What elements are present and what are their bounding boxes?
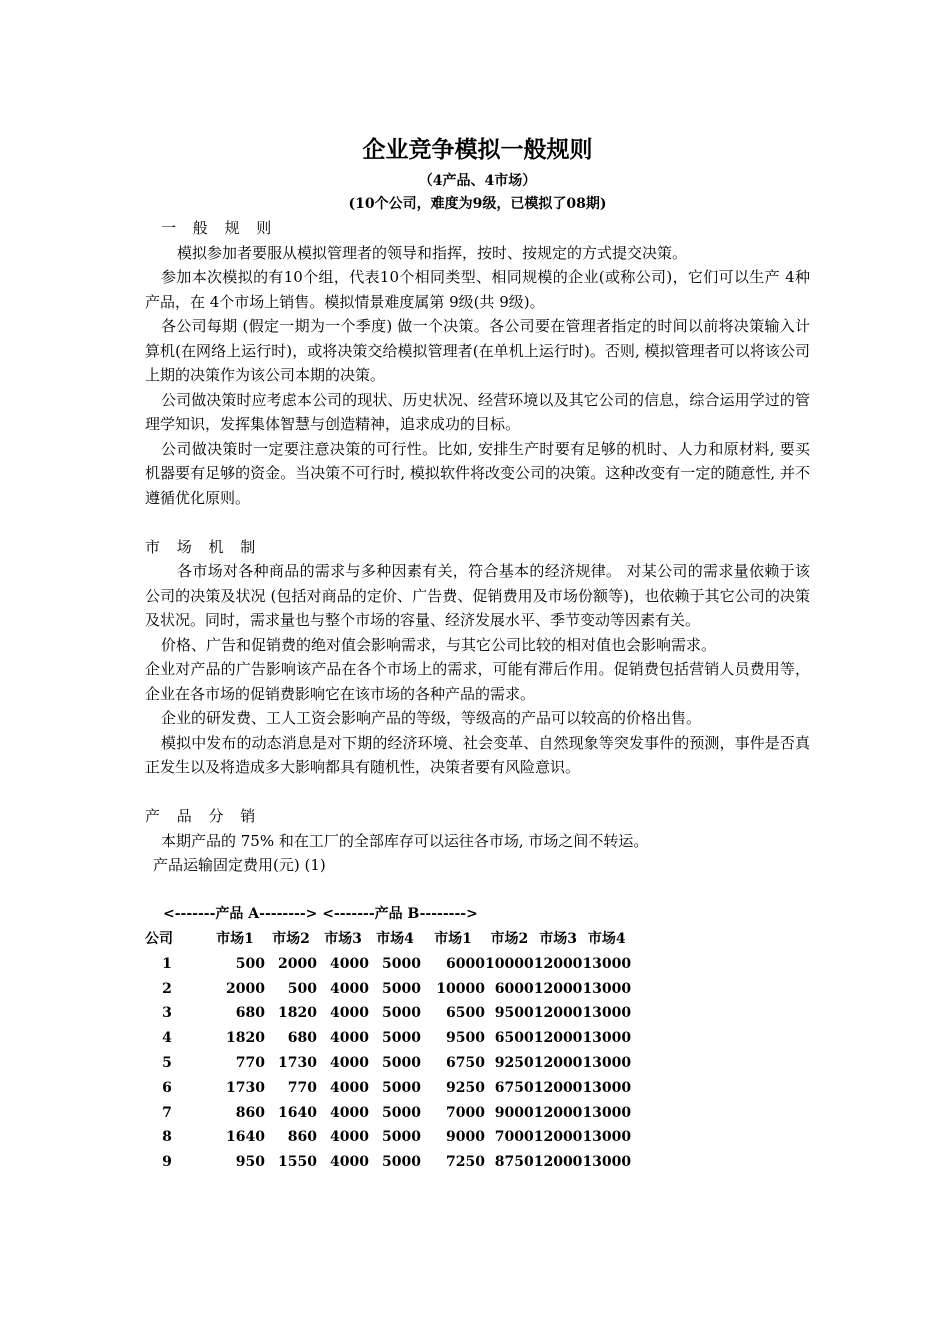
fee-cell: 4000 <box>330 1079 369 1096</box>
paragraph: 公司做决策时一定要注意决策的可行性。比如, 安排生产时要有足够的机时、人力和原材料, 要买机器要有足够的资金。当决策不可行时, 模拟软件将改变公司的决策。这种改变有一定的随意性, 并不遵循优化原则。 <box>145 439 810 507</box>
fee-cell: 4000 <box>330 1005 369 1022</box>
fee-cell: 6750 <box>494 1079 534 1096</box>
fee-cell: 5000 <box>382 1104 421 1121</box>
fee-cell: 13000 <box>582 1054 632 1071</box>
table-row <box>145 1076 631 1101</box>
table-row <box>145 1125 631 1150</box>
fee-cell: 9000 <box>494 1104 534 1121</box>
fee-cell: 500 <box>235 955 265 972</box>
fee-cell: 9250 <box>446 1079 485 1096</box>
paragraph: 模拟中发布的动态消息是对下期的经济环境、社会变革、自然现象等突发事件的预测，事件是否真正发生以及将造成多大影响都具有随机性，决策者要有风险意识。 <box>145 733 810 776</box>
column-header: 市场4 <box>587 931 626 947</box>
paragraph: 各市场对各种商品的需求与多种因素有关，符合基本的经济规律。 对某公司的需求量依赖于该公司的决策及状况 (包括对商品的定价、广告费、促销费用及市场份额等)，也依赖于其它公司的决策及状况。同时，需求量也与整个市场的容量、经济发展水平、季节变动等因素有关。 <box>145 562 810 629</box>
transport-fee-table <box>145 927 631 1175</box>
fee-cell: 4000 <box>330 1030 369 1047</box>
company-cell: 6 <box>162 1079 172 1096</box>
fee-cell: 7000 <box>494 1129 534 1146</box>
paragraph: 各公司每期 (假定一期为一个季度) 做一个决策。各公司要在管理者指定的时间以前将决策输入计算机(在网络上运行时)，或将决策交给模拟管理者(在单机上运行时)。否则, 模拟管理者可以将该公司上期的决策作为该公司本期的决策。 <box>145 317 810 384</box>
fee-cell: 860 <box>287 1129 317 1146</box>
fee-cell: 6750 <box>446 1054 485 1071</box>
document-page <box>145 130 810 1175</box>
fee-cell: 12000 <box>533 1154 583 1171</box>
paragraph: 模拟参加者要服从模拟管理者的领导和指挥，按时、按规定的方式提交决策。 <box>177 243 688 262</box>
fee-cell: 5000 <box>382 1129 421 1146</box>
column-header: 公司 <box>145 931 173 947</box>
table-caption: 产品运输固定费用(元) (1) <box>153 856 326 874</box>
fee-cell: 13000 <box>582 980 632 997</box>
fee-cell: 950 <box>235 1154 265 1171</box>
company-cell: 1 <box>162 955 172 972</box>
fee-cell: 9250 <box>494 1054 534 1071</box>
fee-cell: 6000 <box>446 955 485 972</box>
document-subtitle-simulation: (10个公司，难度为9级，已模拟了08期) <box>348 196 607 212</box>
table-row <box>145 1001 631 1026</box>
fee-cell: 1640 <box>226 1129 265 1146</box>
fee-cell: 5000 <box>382 1079 421 1096</box>
fee-cell: 5000 <box>382 1030 421 1047</box>
paragraph: 企业的研发费、工人工资会影响产品的等级，等级高的产品可以较高的价格出售。 <box>161 709 702 727</box>
column-header: 市场2 <box>490 931 529 947</box>
column-header: 市场2 <box>272 931 310 947</box>
table-row <box>145 977 631 1002</box>
paragraph: 企业对产品的广告影响该产品在各个市场上的需求，可能有滞后作用。促销费包括营销人员费用等，企业在各市场的促销费影响它在该市场的各种产品的需求。 <box>145 660 810 703</box>
fee-cell: 4000 <box>330 955 369 972</box>
table-row <box>145 1026 631 1051</box>
fee-cell: 2000 <box>226 980 265 997</box>
fee-cell: 8750 <box>494 1154 534 1171</box>
fee-cell: 6000 <box>494 980 534 997</box>
document-subtitle-products: （4产品、4市场） <box>418 173 537 189</box>
fee-cell: 12000 <box>533 1005 583 1022</box>
fee-cell: 10000 <box>485 955 534 972</box>
fee-cell: 6500 <box>446 1005 485 1022</box>
fee-cell: 4000 <box>330 1154 369 1171</box>
column-header: 市场1 <box>434 931 472 947</box>
fee-cell: 13000 <box>582 1005 632 1022</box>
column-header: 市场3 <box>539 931 577 947</box>
fee-cell: 12000 <box>533 955 583 972</box>
fee-cell: 13000 <box>582 1129 632 1146</box>
paragraph: 公司做决策时应考虑本公司的现状、历史状况、经营环境以及其它公司的信息，综合运用学过的管理学知识，发挥集体智慧与创造精神，追求成功的目标。 <box>145 390 810 433</box>
fee-cell: 860 <box>235 1104 265 1121</box>
table-row <box>145 1150 631 1175</box>
fee-cell: 12000 <box>533 1104 583 1121</box>
fee-cell: 5000 <box>382 980 421 997</box>
fee-cell: 500 <box>287 980 317 997</box>
company-cell: 3 <box>162 1005 172 1022</box>
table-row <box>145 952 631 977</box>
table-group-header: <-------产品 A--------> <-------产品 B--------> <box>163 906 478 922</box>
fee-cell: 9000 <box>446 1129 485 1146</box>
fee-cell: 1820 <box>226 1030 265 1047</box>
fee-cell: 1730 <box>278 1054 317 1071</box>
fee-cell: 6500 <box>494 1030 534 1047</box>
fee-cell: 13000 <box>582 1079 632 1096</box>
fee-cell: 13000 <box>582 1154 632 1171</box>
company-cell: 5 <box>162 1054 172 1071</box>
fee-cell: 13000 <box>582 1030 632 1047</box>
fee-cell: 12000 <box>533 1030 583 1047</box>
fee-cell: 7250 <box>446 1154 485 1171</box>
column-header: 市场1 <box>216 931 254 947</box>
fee-cell: 12000 <box>533 1054 583 1071</box>
column-header: 市场3 <box>324 931 362 947</box>
fee-cell: 770 <box>235 1054 265 1071</box>
paragraph: 本期产品的 75% 和在工厂的全部库存可以运往各市场, 市场之间不转运。 <box>161 831 649 850</box>
table-header-row <box>145 927 631 952</box>
section-heading-general-rules: 一 般 规 则 <box>161 219 278 237</box>
table-row <box>145 1101 631 1126</box>
fee-cell: 2000 <box>278 955 317 972</box>
fee-cell: 1640 <box>278 1104 317 1121</box>
fee-cell: 4000 <box>330 980 369 997</box>
fee-cell: 4000 <box>330 1054 369 1071</box>
company-cell: 2 <box>162 980 172 997</box>
company-cell: 4 <box>162 1030 172 1047</box>
paragraph: 参加本次模拟的有10个组，代表10个相同类型、相同规模的企业(或称公司)，它们可以生产 4种产品，在 4个市场上销售。模拟情景难度属第 9级(共 9级)。 <box>145 268 810 311</box>
fee-cell: 10000 <box>436 980 485 997</box>
section-heading-market-mechanism: 市 场 机 制 <box>145 537 262 556</box>
fee-cell: 13000 <box>582 1104 632 1121</box>
company-cell: 8 <box>162 1129 172 1146</box>
fee-cell: 680 <box>287 1030 317 1047</box>
fee-cell: 7000 <box>446 1104 485 1121</box>
fee-cell: 4000 <box>330 1104 369 1121</box>
fee-cell: 1820 <box>278 1005 317 1022</box>
fee-cell: 9500 <box>494 1005 534 1022</box>
fee-cell: 5000 <box>382 1154 421 1171</box>
column-header: 市场4 <box>376 931 414 947</box>
fee-cell: 680 <box>235 1005 265 1022</box>
fee-cell: 5000 <box>382 955 421 972</box>
fee-cell: 12000 <box>533 980 583 997</box>
fee-cell: 770 <box>287 1079 317 1096</box>
fee-cell: 1550 <box>278 1154 317 1171</box>
fee-cell: 9500 <box>446 1030 485 1047</box>
fee-cell: 12000 <box>533 1079 583 1096</box>
section-heading-product-distribution: 产 品 分 销 <box>145 807 262 825</box>
company-cell: 7 <box>162 1104 172 1121</box>
fee-cell: 5000 <box>382 1005 421 1022</box>
document-title: 企业竞争模拟一般规则 <box>362 136 593 163</box>
fee-cell: 5000 <box>382 1054 421 1071</box>
company-cell: 9 <box>162 1154 172 1171</box>
table-row <box>145 1051 631 1076</box>
fee-cell: 1730 <box>226 1079 265 1096</box>
paragraph: 价格、广告和促销费的绝对值会影响需求，与其它公司比较的相对值也会影响需求。 <box>161 635 717 654</box>
fee-cell: 12000 <box>533 1129 583 1146</box>
fee-cell: 4000 <box>330 1129 369 1146</box>
fee-cell: 13000 <box>582 955 632 972</box>
